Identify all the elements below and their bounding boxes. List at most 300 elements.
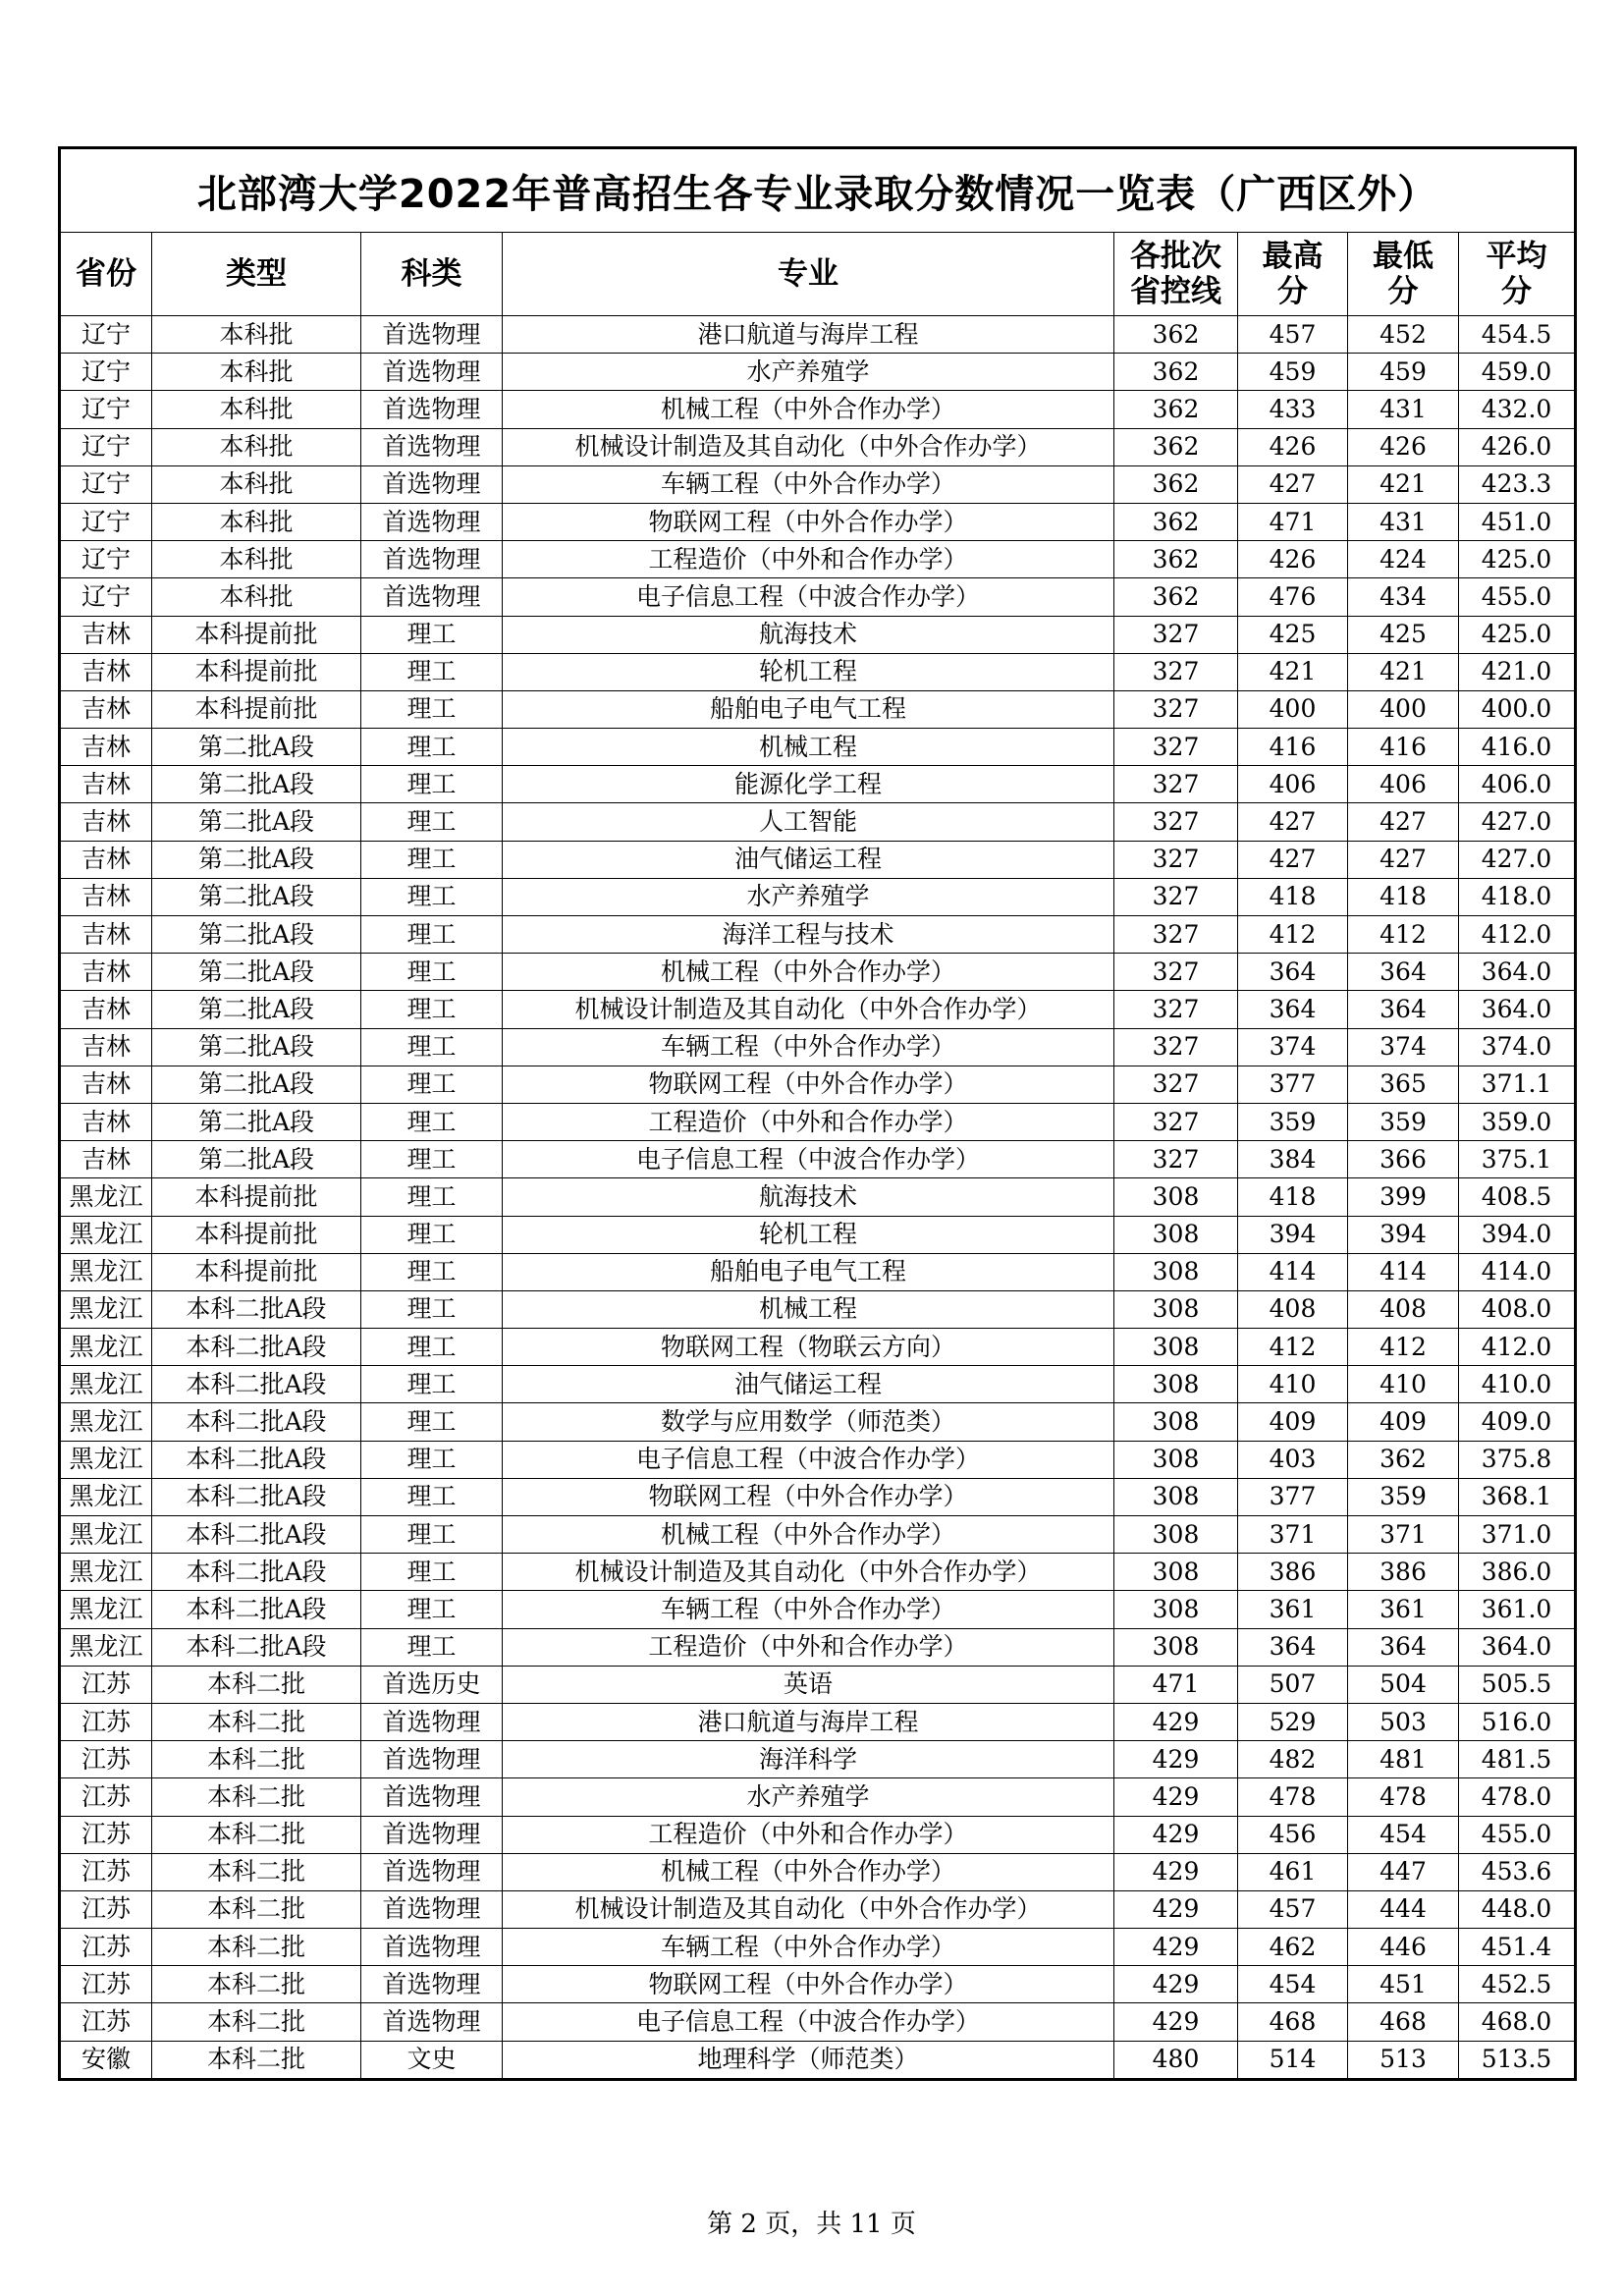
avg-score-cell: 452.5 [1459,1966,1576,2003]
subject-cell: 首选物理 [361,1890,503,1928]
major-cell: 物联网工程（中外合作办学） [503,1966,1114,2003]
min-score-cell: 513 [1348,2041,1459,2079]
major-cell: 电子信息工程（中波合作办学） [503,1141,1114,1178]
min-score-cell: 414 [1348,1253,1459,1290]
subject-cell: 理工 [361,653,503,690]
max-score-cell: 377 [1238,1066,1348,1103]
province-cell: 黑龙江 [60,1216,152,1253]
max-score-cell: 476 [1238,578,1348,616]
major-cell: 工程造价（中外和合作办学） [503,1816,1114,1853]
control-line-cell: 308 [1114,1516,1238,1554]
major-cell: 水产养殖学 [503,354,1114,391]
subject-cell: 理工 [361,1028,503,1066]
table-row [60,1816,1576,1853]
major-cell: 油气储运工程 [503,1366,1114,1403]
control-line-cell: 327 [1114,878,1238,915]
avg-score-cell: 481.5 [1459,1741,1576,1778]
max-score-cell: 394 [1238,1216,1348,1253]
subject-cell: 理工 [361,1366,503,1403]
major-cell: 水产养殖学 [503,878,1114,915]
control-line-cell: 362 [1114,465,1238,503]
subject-cell: 理工 [361,1554,503,1591]
type-cell: 本科批 [152,428,361,465]
major-cell: 船舶电子电气工程 [503,1253,1114,1290]
max-score-cell: 457 [1238,1890,1348,1928]
max-score-cell: 359 [1238,1103,1348,1140]
major-cell: 物联网工程（中外合作办学） [503,503,1114,540]
table-row [60,690,1576,728]
major-cell: 车辆工程（中外合作办学） [503,1028,1114,1066]
province-cell: 吉林 [60,916,152,954]
avg-score-cell: 468.0 [1459,2003,1576,2041]
max-score-cell: 456 [1238,1816,1348,1853]
control-line-cell: 362 [1114,316,1238,354]
min-score-cell: 451 [1348,1966,1459,2003]
control-line-cell: 308 [1114,1329,1238,1366]
major-cell: 车辆工程（中外合作办学） [503,465,1114,503]
table-row [60,616,1576,653]
type-cell: 本科二批 [152,1666,361,1703]
table-row [60,1290,1576,1328]
table-body [60,316,1576,2080]
type-cell: 本科二批 [152,2041,361,2079]
avg-score-cell: 375.1 [1459,1141,1576,1178]
max-score-cell: 364 [1238,1628,1348,1666]
province-cell: 吉林 [60,616,152,653]
major-cell: 电子信息工程（中波合作办学） [503,2003,1114,2041]
subject-cell: 首选物理 [361,1853,503,1890]
max-score-cell: 416 [1238,729,1348,766]
max-score-cell: 462 [1238,1929,1348,1966]
province-cell: 黑龙江 [60,1253,152,1290]
control-line-cell: 362 [1114,541,1238,578]
table-row [60,2003,1576,2041]
avg-score-cell: 386.0 [1459,1554,1576,1591]
province-cell: 辽宁 [60,578,152,616]
control-line-cell: 308 [1114,1253,1238,1290]
major-cell: 机械设计制造及其自动化（中外合作办学） [503,1554,1114,1591]
min-score-cell: 424 [1348,541,1459,578]
max-score-cell: 457 [1238,316,1348,354]
min-score-cell: 446 [1348,1929,1459,1966]
province-cell: 吉林 [60,1103,152,1140]
type-cell: 本科批 [152,503,361,540]
control-line-cell: 429 [1114,1890,1238,1928]
avg-score-cell: 371.1 [1459,1066,1576,1103]
table-row [60,1853,1576,1890]
province-cell: 吉林 [60,1066,152,1103]
province-cell: 黑龙江 [60,1516,152,1554]
max-score-cell: 361 [1238,1591,1348,1628]
max-score-cell: 418 [1238,878,1348,915]
control-line-cell: 327 [1114,690,1238,728]
subject-cell: 理工 [361,803,503,841]
control-line-cell: 362 [1114,428,1238,465]
max-score-cell: 409 [1238,1403,1348,1441]
subject-cell: 理工 [361,1141,503,1178]
major-cell: 物联网工程（中外合作办学） [503,1066,1114,1103]
province-cell: 吉林 [60,954,152,991]
max-score-cell: 425 [1238,616,1348,653]
min-score-cell: 361 [1348,1591,1459,1628]
avg-score-cell: 427.0 [1459,841,1576,878]
major-cell: 人工智能 [503,803,1114,841]
table-row [60,1366,1576,1403]
min-score-cell: 421 [1348,465,1459,503]
control-line-cell: 327 [1114,803,1238,841]
province-cell: 江苏 [60,1816,152,1853]
table-row [60,1403,1576,1441]
avg-score-cell: 425.0 [1459,541,1576,578]
table-row [60,1666,1576,1703]
province-cell: 黑龙江 [60,1366,152,1403]
subject-cell: 首选物理 [361,503,503,540]
subject-cell: 理工 [361,1103,503,1140]
table-row [60,1028,1576,1066]
type-cell: 第二批A段 [152,1066,361,1103]
table-row [60,354,1576,391]
min-score-cell: 409 [1348,1403,1459,1441]
avg-score-cell: 453.6 [1459,1853,1576,1890]
avg-score-cell: 421.0 [1459,653,1576,690]
control-line-cell: 471 [1114,1666,1238,1703]
min-score-cell: 418 [1348,878,1459,915]
control-line-cell: 429 [1114,1929,1238,1966]
type-cell: 本科二批A段 [152,1329,361,1366]
type-cell: 本科提前批 [152,1253,361,1290]
type-cell: 第二批A段 [152,1103,361,1140]
major-cell: 电子信息工程（中波合作办学） [503,578,1114,616]
major-cell: 机械设计制造及其自动化（中外合作办学） [503,428,1114,465]
max-score-cell: 427 [1238,803,1348,841]
type-cell: 本科批 [152,354,361,391]
min-score-cell: 366 [1348,1141,1459,1178]
table-row [60,428,1576,465]
province-cell: 江苏 [60,1703,152,1740]
avg-score-cell: 418.0 [1459,878,1576,915]
subject-cell: 理工 [361,1403,503,1441]
major-cell: 工程造价（中外和合作办学） [503,1628,1114,1666]
subject-cell: 首选物理 [361,391,503,428]
province-cell: 江苏 [60,1966,152,2003]
header-control-line: 各批次省控线 [1114,233,1238,316]
province-cell: 江苏 [60,1741,152,1778]
max-score-cell: 414 [1238,1253,1348,1290]
max-score-cell: 507 [1238,1666,1348,1703]
table-row [60,916,1576,954]
subject-cell: 理工 [361,690,503,728]
control-line-cell: 429 [1114,1741,1238,1778]
max-score-cell: 408 [1238,1290,1348,1328]
province-cell: 黑龙江 [60,1403,152,1441]
province-cell: 黑龙江 [60,1290,152,1328]
subject-cell: 理工 [361,1478,503,1515]
table-row [60,2041,1576,2079]
control-line-cell: 429 [1114,2003,1238,2041]
page-footer: 第 2 页，共 11 页 [707,2210,916,2239]
table-row [60,578,1576,616]
avg-score-cell: 455.0 [1459,578,1576,616]
major-cell: 机械工程 [503,729,1114,766]
subject-cell: 理工 [361,1591,503,1628]
subject-cell: 首选物理 [361,1929,503,1966]
control-line-cell: 308 [1114,1403,1238,1441]
min-score-cell: 365 [1348,1066,1459,1103]
subject-cell: 首选物理 [361,1741,503,1778]
header-major: 专业 [503,233,1114,316]
table-row [60,465,1576,503]
table-row [60,541,1576,578]
avg-score-cell: 516.0 [1459,1703,1576,1740]
control-line-cell: 362 [1114,354,1238,391]
province-cell: 吉林 [60,729,152,766]
min-score-cell: 364 [1348,991,1459,1028]
table-row [60,841,1576,878]
type-cell: 第二批A段 [152,878,361,915]
province-cell: 江苏 [60,2003,152,2041]
min-score-cell: 412 [1348,1329,1459,1366]
subject-cell: 理工 [361,1441,503,1478]
table-row [60,1441,1576,1478]
subject-cell: 首选历史 [361,1666,503,1703]
type-cell: 第二批A段 [152,1028,361,1066]
min-score-cell: 447 [1348,1853,1459,1890]
min-score-cell: 444 [1348,1890,1459,1928]
province-cell: 辽宁 [60,465,152,503]
avg-score-cell: 414.0 [1459,1253,1576,1290]
major-cell: 地理科学（师范类） [503,2041,1114,2079]
province-cell: 辽宁 [60,391,152,428]
avg-score-cell: 451.4 [1459,1929,1576,1966]
max-score-cell: 478 [1238,1778,1348,1816]
major-cell: 港口航道与海岸工程 [503,316,1114,354]
avg-score-cell: 505.5 [1459,1666,1576,1703]
min-score-cell: 425 [1348,616,1459,653]
min-score-cell: 362 [1348,1441,1459,1478]
min-score-cell: 459 [1348,354,1459,391]
major-cell: 机械工程（中外合作办学） [503,391,1114,428]
table-row [60,1703,1576,1740]
max-score-cell: 418 [1238,1178,1348,1216]
control-line-cell: 362 [1114,391,1238,428]
min-score-cell: 400 [1348,690,1459,728]
province-cell: 黑龙江 [60,1329,152,1366]
control-line-cell: 327 [1114,1141,1238,1178]
type-cell: 本科二批A段 [152,1478,361,1515]
control-line-cell: 308 [1114,1178,1238,1216]
subject-cell: 首选物理 [361,1778,503,1816]
min-score-cell: 434 [1348,578,1459,616]
type-cell: 本科二批 [152,1929,361,1966]
table-row [60,1778,1576,1816]
type-cell: 第二批A段 [152,729,361,766]
avg-score-cell: 425.0 [1459,616,1576,653]
table-row [60,729,1576,766]
major-cell: 海洋工程与技术 [503,916,1114,954]
table-row [60,391,1576,428]
major-cell: 英语 [503,1666,1114,1703]
type-cell: 第二批A段 [152,1141,361,1178]
min-score-cell: 504 [1348,1666,1459,1703]
major-cell: 机械设计制造及其自动化（中外合作办学） [503,991,1114,1028]
subject-cell: 理工 [361,729,503,766]
type-cell: 第二批A段 [152,841,361,878]
max-score-cell: 427 [1238,841,1348,878]
min-score-cell: 410 [1348,1366,1459,1403]
control-line-cell: 429 [1114,1853,1238,1890]
control-line-cell: 308 [1114,1478,1238,1515]
table-row [60,1329,1576,1366]
avg-score-cell: 375.8 [1459,1441,1576,1478]
province-cell: 江苏 [60,1853,152,1890]
table-row [60,1216,1576,1253]
major-cell: 机械工程 [503,1290,1114,1328]
province-cell: 黑龙江 [60,1178,152,1216]
control-line-cell: 327 [1114,1028,1238,1066]
header-max-score: 最高分 [1238,233,1348,316]
table-row [60,1890,1576,1928]
type-cell: 本科提前批 [152,1216,361,1253]
min-score-cell: 359 [1348,1103,1459,1140]
table-row [60,1591,1576,1628]
subject-cell: 首选物理 [361,2003,503,2041]
province-cell: 吉林 [60,841,152,878]
min-score-cell: 408 [1348,1290,1459,1328]
type-cell: 本科批 [152,578,361,616]
avg-score-cell: 513.5 [1459,2041,1576,2079]
major-cell: 港口航道与海岸工程 [503,1703,1114,1740]
avg-score-cell: 400.0 [1459,690,1576,728]
major-cell: 机械工程（中外合作办学） [503,954,1114,991]
control-line-cell: 327 [1114,616,1238,653]
min-score-cell: 481 [1348,1741,1459,1778]
page-title: 北部湾大学2022年普高招生各专业录取分数情况一览表（广西区外） [60,148,1576,233]
max-score-cell: 471 [1238,503,1348,540]
header-subject: 科类 [361,233,503,316]
control-line-cell: 362 [1114,503,1238,540]
type-cell: 本科二批 [152,2003,361,2041]
admission-score-sheet [58,146,1574,2081]
subject-cell: 理工 [361,878,503,915]
subject-cell: 理工 [361,1329,503,1366]
control-line-cell: 308 [1114,1366,1238,1403]
avg-score-cell: 448.0 [1459,1890,1576,1928]
control-line-cell: 327 [1114,954,1238,991]
min-score-cell: 426 [1348,428,1459,465]
avg-score-cell: 408.5 [1459,1178,1576,1216]
subject-cell: 首选物理 [361,1816,503,1853]
province-cell: 辽宁 [60,503,152,540]
max-score-cell: 426 [1238,428,1348,465]
max-score-cell: 400 [1238,690,1348,728]
type-cell: 第二批A段 [152,766,361,803]
avg-score-cell: 364.0 [1459,991,1576,1028]
min-score-cell: 427 [1348,841,1459,878]
avg-score-cell: 371.0 [1459,1516,1576,1554]
min-score-cell: 431 [1348,391,1459,428]
min-score-cell: 454 [1348,1816,1459,1853]
table-row [60,316,1576,354]
max-score-cell: 433 [1238,391,1348,428]
type-cell: 第二批A段 [152,803,361,841]
max-score-cell: 412 [1238,916,1348,954]
max-score-cell: 427 [1238,465,1348,503]
control-line-cell: 308 [1114,1628,1238,1666]
max-score-cell: 529 [1238,1703,1348,1740]
min-score-cell: 412 [1348,916,1459,954]
type-cell: 本科提前批 [152,690,361,728]
avg-score-cell: 432.0 [1459,391,1576,428]
province-cell: 吉林 [60,1141,152,1178]
control-line-cell: 327 [1114,766,1238,803]
min-score-cell: 427 [1348,803,1459,841]
avg-score-cell: 427.0 [1459,803,1576,841]
subject-cell: 首选物理 [361,1703,503,1740]
major-cell: 水产养殖学 [503,1778,1114,1816]
avg-score-cell: 374.0 [1459,1028,1576,1066]
avg-score-cell: 394.0 [1459,1216,1576,1253]
min-score-cell: 371 [1348,1516,1459,1554]
min-score-cell: 386 [1348,1554,1459,1591]
min-score-cell: 364 [1348,954,1459,991]
score-table [58,146,1577,2081]
min-score-cell: 503 [1348,1703,1459,1740]
table-row [60,1516,1576,1554]
control-line-cell: 327 [1114,841,1238,878]
max-score-cell: 421 [1238,653,1348,690]
subject-cell: 首选物理 [361,578,503,616]
max-score-cell: 384 [1238,1141,1348,1178]
avg-score-cell: 410.0 [1459,1366,1576,1403]
subject-cell: 理工 [361,1253,503,1290]
type-cell: 本科二批 [152,1966,361,2003]
header-min-score: 最低分 [1348,233,1459,316]
control-line-cell: 327 [1114,653,1238,690]
min-score-cell: 431 [1348,503,1459,540]
max-score-cell: 364 [1238,991,1348,1028]
table-row [60,1478,1576,1515]
major-cell: 航海技术 [503,1178,1114,1216]
table-row [60,766,1576,803]
control-line-cell: 327 [1114,1103,1238,1140]
avg-score-cell: 408.0 [1459,1290,1576,1328]
control-line-cell: 327 [1114,991,1238,1028]
type-cell: 本科二批 [152,1816,361,1853]
major-cell: 轮机工程 [503,653,1114,690]
major-cell: 能源化学工程 [503,766,1114,803]
subject-cell: 首选物理 [361,541,503,578]
max-score-cell: 454 [1238,1966,1348,2003]
type-cell: 本科批 [152,465,361,503]
header-province: 省份 [60,233,152,316]
control-line-cell: 308 [1114,1290,1238,1328]
max-score-cell: 459 [1238,354,1348,391]
province-cell: 黑龙江 [60,1628,152,1666]
province-cell: 黑龙江 [60,1591,152,1628]
table-row [60,878,1576,915]
control-line-cell: 362 [1114,578,1238,616]
type-cell: 本科二批 [152,1741,361,1778]
type-cell: 本科批 [152,541,361,578]
major-cell: 物联网工程（物联云方向） [503,1329,1114,1366]
major-cell: 车辆工程（中外合作办学） [503,1591,1114,1628]
table-row [60,1141,1576,1178]
type-cell: 本科二批 [152,1890,361,1928]
type-cell: 本科二批A段 [152,1628,361,1666]
table-row [60,1929,1576,1966]
control-line-cell: 429 [1114,1778,1238,1816]
avg-score-cell: 412.0 [1459,916,1576,954]
